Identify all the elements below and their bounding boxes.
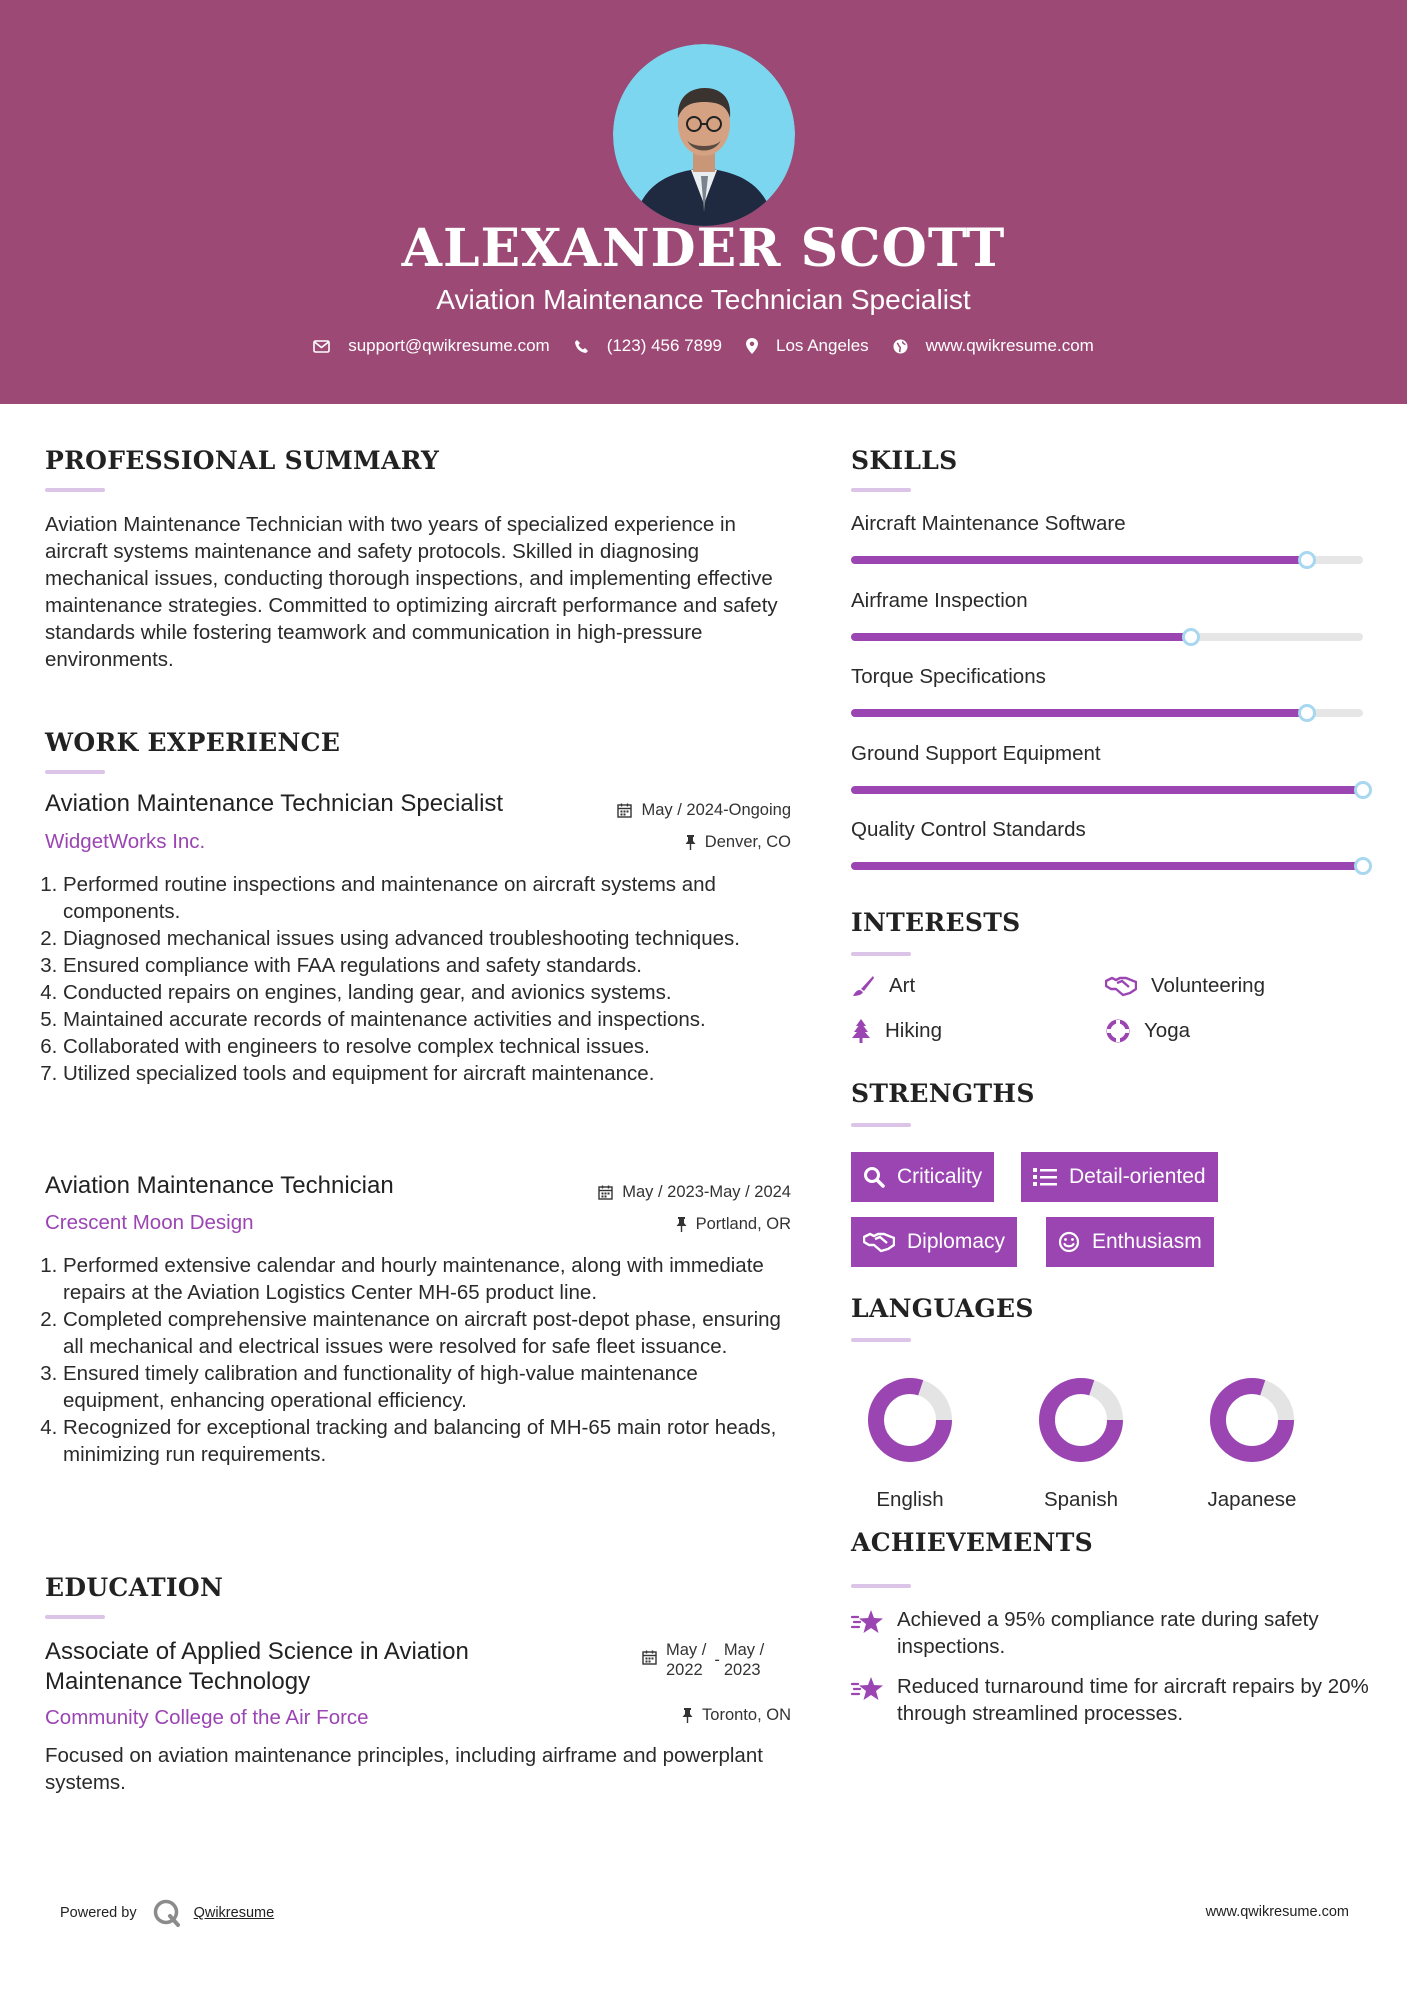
contact-website[interactable] bbox=[893, 336, 1094, 356]
language-donut bbox=[1036, 1375, 1126, 1465]
calendar-icon bbox=[617, 803, 632, 818]
language-item bbox=[1187, 1375, 1317, 1512]
duty-item: 1. Performed routine inspections and maintenance on aircraft systems and components. bbox=[63, 871, 790, 925]
achievement-item bbox=[851, 1673, 1371, 1727]
map-pin-icon bbox=[746, 338, 758, 354]
interest-label: Hiking bbox=[885, 1019, 942, 1042]
strength-tag-criticality bbox=[851, 1152, 994, 1202]
contact-bar bbox=[0, 336, 1407, 356]
candidate-name: ALEXANDER SCOTT bbox=[401, 218, 1006, 279]
job-location-text: Portland, OR bbox=[695, 1215, 791, 1233]
skill-level-fill bbox=[851, 862, 1363, 870]
interest-label: Yoga bbox=[1144, 1019, 1190, 1042]
experience-underline bbox=[45, 770, 105, 774]
duty-item: 3. Ensured timely calibration and functionality of high-value maintenance equipment, enhancing operational efficiency. bbox=[63, 1360, 790, 1414]
footer-brand-link[interactable]: Qwikresume bbox=[193, 1905, 275, 1921]
language-donut bbox=[865, 1375, 955, 1465]
search-icon bbox=[863, 1166, 885, 1188]
degree-line: Associate of Applied Science in Aviation bbox=[45, 1638, 469, 1665]
skills-underline bbox=[851, 488, 911, 492]
strength-tag-diplomacy bbox=[851, 1217, 1017, 1267]
duty-item: 4. Conducted repairs on engines, landing gear, and avionics systems. bbox=[63, 979, 790, 1006]
languages-heading: LANGUAGES bbox=[851, 1294, 1034, 1323]
education-underline bbox=[45, 1615, 105, 1619]
paintbrush-icon bbox=[851, 974, 875, 998]
skill-level-bar bbox=[851, 709, 1363, 717]
duty-item: 5. Maintained accurate records of maintenance activities and inspections. bbox=[63, 1006, 790, 1033]
school-name: Community College of the Air Force bbox=[45, 1706, 369, 1729]
job-title: Aviation Maintenance Technician Specialist bbox=[45, 790, 504, 817]
profile-photo bbox=[613, 44, 795, 226]
calendar-icon bbox=[598, 1185, 613, 1200]
candidate-title: Aviation Maintenance Technician Specialist bbox=[436, 284, 971, 315]
edu-end-month: May / bbox=[723, 1641, 765, 1659]
edu-start-month: May / bbox=[666, 1641, 707, 1659]
skill-level-bar bbox=[851, 556, 1363, 564]
language-label: Japanese bbox=[1207, 1488, 1297, 1511]
strength-label: Criticality bbox=[897, 1165, 983, 1188]
skill-level-fill bbox=[851, 786, 1363, 794]
skill-name: Torque Specifications bbox=[851, 665, 1046, 688]
footer-powered-by bbox=[60, 1898, 274, 1928]
strength-label: Detail-oriented bbox=[1069, 1165, 1206, 1188]
job-date bbox=[598, 1183, 791, 1202]
pushpin-icon bbox=[682, 1708, 693, 1723]
footer-website[interactable]: www.qwikresume.com bbox=[1205, 1904, 1349, 1920]
strength-tag-enthusiasm bbox=[1046, 1217, 1214, 1267]
edu-start bbox=[666, 1640, 706, 1680]
interest-volunteering bbox=[1105, 974, 1265, 998]
job-title: Aviation Maintenance Technician bbox=[45, 1172, 394, 1199]
summary-text: Aviation Maintenance Technician with two years of specialized experience in aircraft systems maintenance and safety protocols. Skilled in diagnosing mechanical issues, conducting thorough inspections, and implementing effective maintenance strategies. Committed to optimizing aircraft performance and safety standards while fostering teamwork and communication in high-pressure environments. bbox=[45, 513, 778, 671]
interest-label: Art bbox=[889, 974, 916, 997]
duty-item: 7. Utilized specialized tools and equipment for aircraft maintenance. bbox=[63, 1060, 790, 1087]
skill-level-knob bbox=[1354, 781, 1372, 799]
edu-end-year: 2023 bbox=[723, 1661, 761, 1679]
lifebuoy-icon bbox=[1106, 1019, 1130, 1043]
summary-underline bbox=[45, 488, 105, 492]
pushpin-icon bbox=[685, 835, 696, 850]
job-date-text: May / 2023-May / 2024 bbox=[622, 1183, 791, 1201]
degree-title bbox=[45, 1637, 469, 1697]
duty-item: 3. Ensured compliance with FAA regulations and safety standards. bbox=[63, 952, 790, 979]
smile-icon bbox=[1058, 1231, 1080, 1253]
calendar-icon bbox=[642, 1650, 657, 1665]
envelope-icon bbox=[313, 340, 330, 353]
interest-art bbox=[851, 974, 915, 998]
edu-date-dash: - bbox=[714, 1651, 720, 1669]
skill-name: Ground Support Equipment bbox=[851, 741, 1101, 765]
education-description: Focused on aviation maintenance principles, including airframe and powerplant systems. bbox=[45, 1744, 763, 1794]
phone-icon bbox=[574, 339, 589, 354]
achievement-text: Achieved a 95% compliance rate during safety inspections. bbox=[897, 1608, 1319, 1658]
achievements-heading: ACHIEVEMENTS bbox=[851, 1528, 1093, 1557]
interest-hiking bbox=[851, 1019, 942, 1043]
job-date-text: May / 2024-Ongoing bbox=[641, 801, 791, 819]
pushpin-icon bbox=[676, 1217, 687, 1232]
skill-name: Quality Control Standards bbox=[851, 818, 1086, 841]
language-donut bbox=[1207, 1375, 1297, 1465]
handshake-icon bbox=[1105, 975, 1137, 997]
duty-item: 2. Diagnosed mechanical issues using advanced troubleshooting techniques. bbox=[63, 925, 790, 952]
interests-underline bbox=[851, 952, 911, 956]
experience-heading: WORK EXPERIENCE bbox=[45, 728, 341, 757]
language-item bbox=[845, 1375, 975, 1512]
achievements-underline bbox=[851, 1584, 911, 1588]
edu-start-year: 2022 bbox=[666, 1661, 703, 1679]
skill-level-knob bbox=[1298, 704, 1316, 722]
strengths-underline bbox=[851, 1123, 911, 1127]
education-location-text: Toronto, ON bbox=[702, 1706, 791, 1724]
strength-tag-detail-oriented bbox=[1021, 1152, 1218, 1202]
languages-underline bbox=[851, 1338, 911, 1342]
star-badge-icon bbox=[851, 1608, 885, 1636]
education-heading: EDUCATION bbox=[45, 1573, 224, 1602]
skills-heading: SKILLS bbox=[851, 446, 958, 475]
language-item bbox=[1016, 1375, 1146, 1512]
education-date bbox=[642, 1640, 764, 1680]
company-name: WidgetWorks Inc. bbox=[45, 830, 206, 853]
contact-location-text: Los Angeles bbox=[776, 336, 869, 355]
achievement-item bbox=[851, 1606, 1371, 1660]
list-icon bbox=[1033, 1167, 1057, 1187]
contact-website-text: www.qwikresume.com bbox=[925, 336, 1094, 355]
achievement-text: Reduced turnaround time for aircraft repairs by 20% through streamlined processes. bbox=[897, 1675, 1369, 1725]
job-duties bbox=[45, 1252, 790, 1468]
resume-header bbox=[0, 0, 1407, 404]
skill-level-knob bbox=[1354, 857, 1372, 875]
summary-heading: PROFESSIONAL SUMMARY bbox=[45, 446, 440, 475]
strength-label: Enthusiasm bbox=[1092, 1230, 1202, 1253]
skill-level-fill bbox=[851, 556, 1307, 564]
duty-item: 2. Completed comprehensive maintenance on aircraft post-depot phase, ensuring all mechanical and electrical issues were resolved for safe fleet issuance. bbox=[63, 1306, 790, 1360]
interest-yoga bbox=[1106, 1019, 1190, 1043]
skill-level-knob bbox=[1298, 551, 1316, 569]
skill-level-knob bbox=[1182, 628, 1200, 646]
skill-level-bar bbox=[851, 633, 1363, 641]
skill-level-bar bbox=[851, 862, 1363, 870]
duty-item: 4. Recognized for exceptional tracking and balancing of MH-65 main rotor heads, minimizing run requirements. bbox=[63, 1414, 790, 1468]
duty-item: 1. Performed extensive calendar and hourly maintenance, along with immediate repairs at the Aviation Logistics Center MH-65 product line. bbox=[63, 1252, 790, 1306]
job-location-text: Denver, CO bbox=[704, 833, 791, 851]
interest-label: Volunteering bbox=[1151, 974, 1265, 997]
globe-icon bbox=[893, 339, 908, 354]
tree-icon bbox=[851, 1019, 871, 1043]
duty-item: 6. Collaborated with engineers to resolve complex technical issues. bbox=[63, 1033, 790, 1060]
contact-phone-text: (123) 456 7899 bbox=[606, 336, 723, 355]
contact-email[interactable] bbox=[313, 336, 550, 356]
job-date bbox=[617, 801, 791, 820]
star-badge-icon bbox=[851, 1675, 885, 1703]
skill-name: Airframe Inspection bbox=[851, 588, 1028, 612]
language-label: Spanish bbox=[1043, 1488, 1119, 1511]
powered-by-text: Powered by bbox=[60, 1905, 137, 1921]
contact-email-text: support@qwikresume.com bbox=[348, 336, 550, 355]
company-name: Crescent Moon Design bbox=[45, 1211, 254, 1234]
contact-location bbox=[746, 336, 869, 356]
qwikresume-logo-icon bbox=[152, 1898, 182, 1928]
degree-line: Maintenance Technology bbox=[45, 1668, 311, 1695]
contact-phone[interactable] bbox=[574, 336, 722, 356]
job-duties bbox=[45, 871, 790, 1087]
strength-label: Diplomacy bbox=[907, 1230, 1006, 1253]
handshake-icon bbox=[863, 1231, 895, 1253]
edu-end bbox=[724, 1640, 764, 1680]
job-location bbox=[685, 833, 791, 852]
interests-heading: INTERESTS bbox=[851, 908, 1021, 937]
education-location bbox=[682, 1706, 791, 1725]
skill-name: Aircraft Maintenance Software bbox=[851, 512, 1126, 535]
skill-level-bar bbox=[851, 786, 1363, 794]
language-label: English bbox=[876, 1488, 944, 1511]
strengths-heading: STRENGTHS bbox=[851, 1079, 1035, 1108]
skill-level-fill bbox=[851, 633, 1191, 641]
skill-level-fill bbox=[851, 709, 1307, 717]
job-location bbox=[676, 1215, 791, 1234]
